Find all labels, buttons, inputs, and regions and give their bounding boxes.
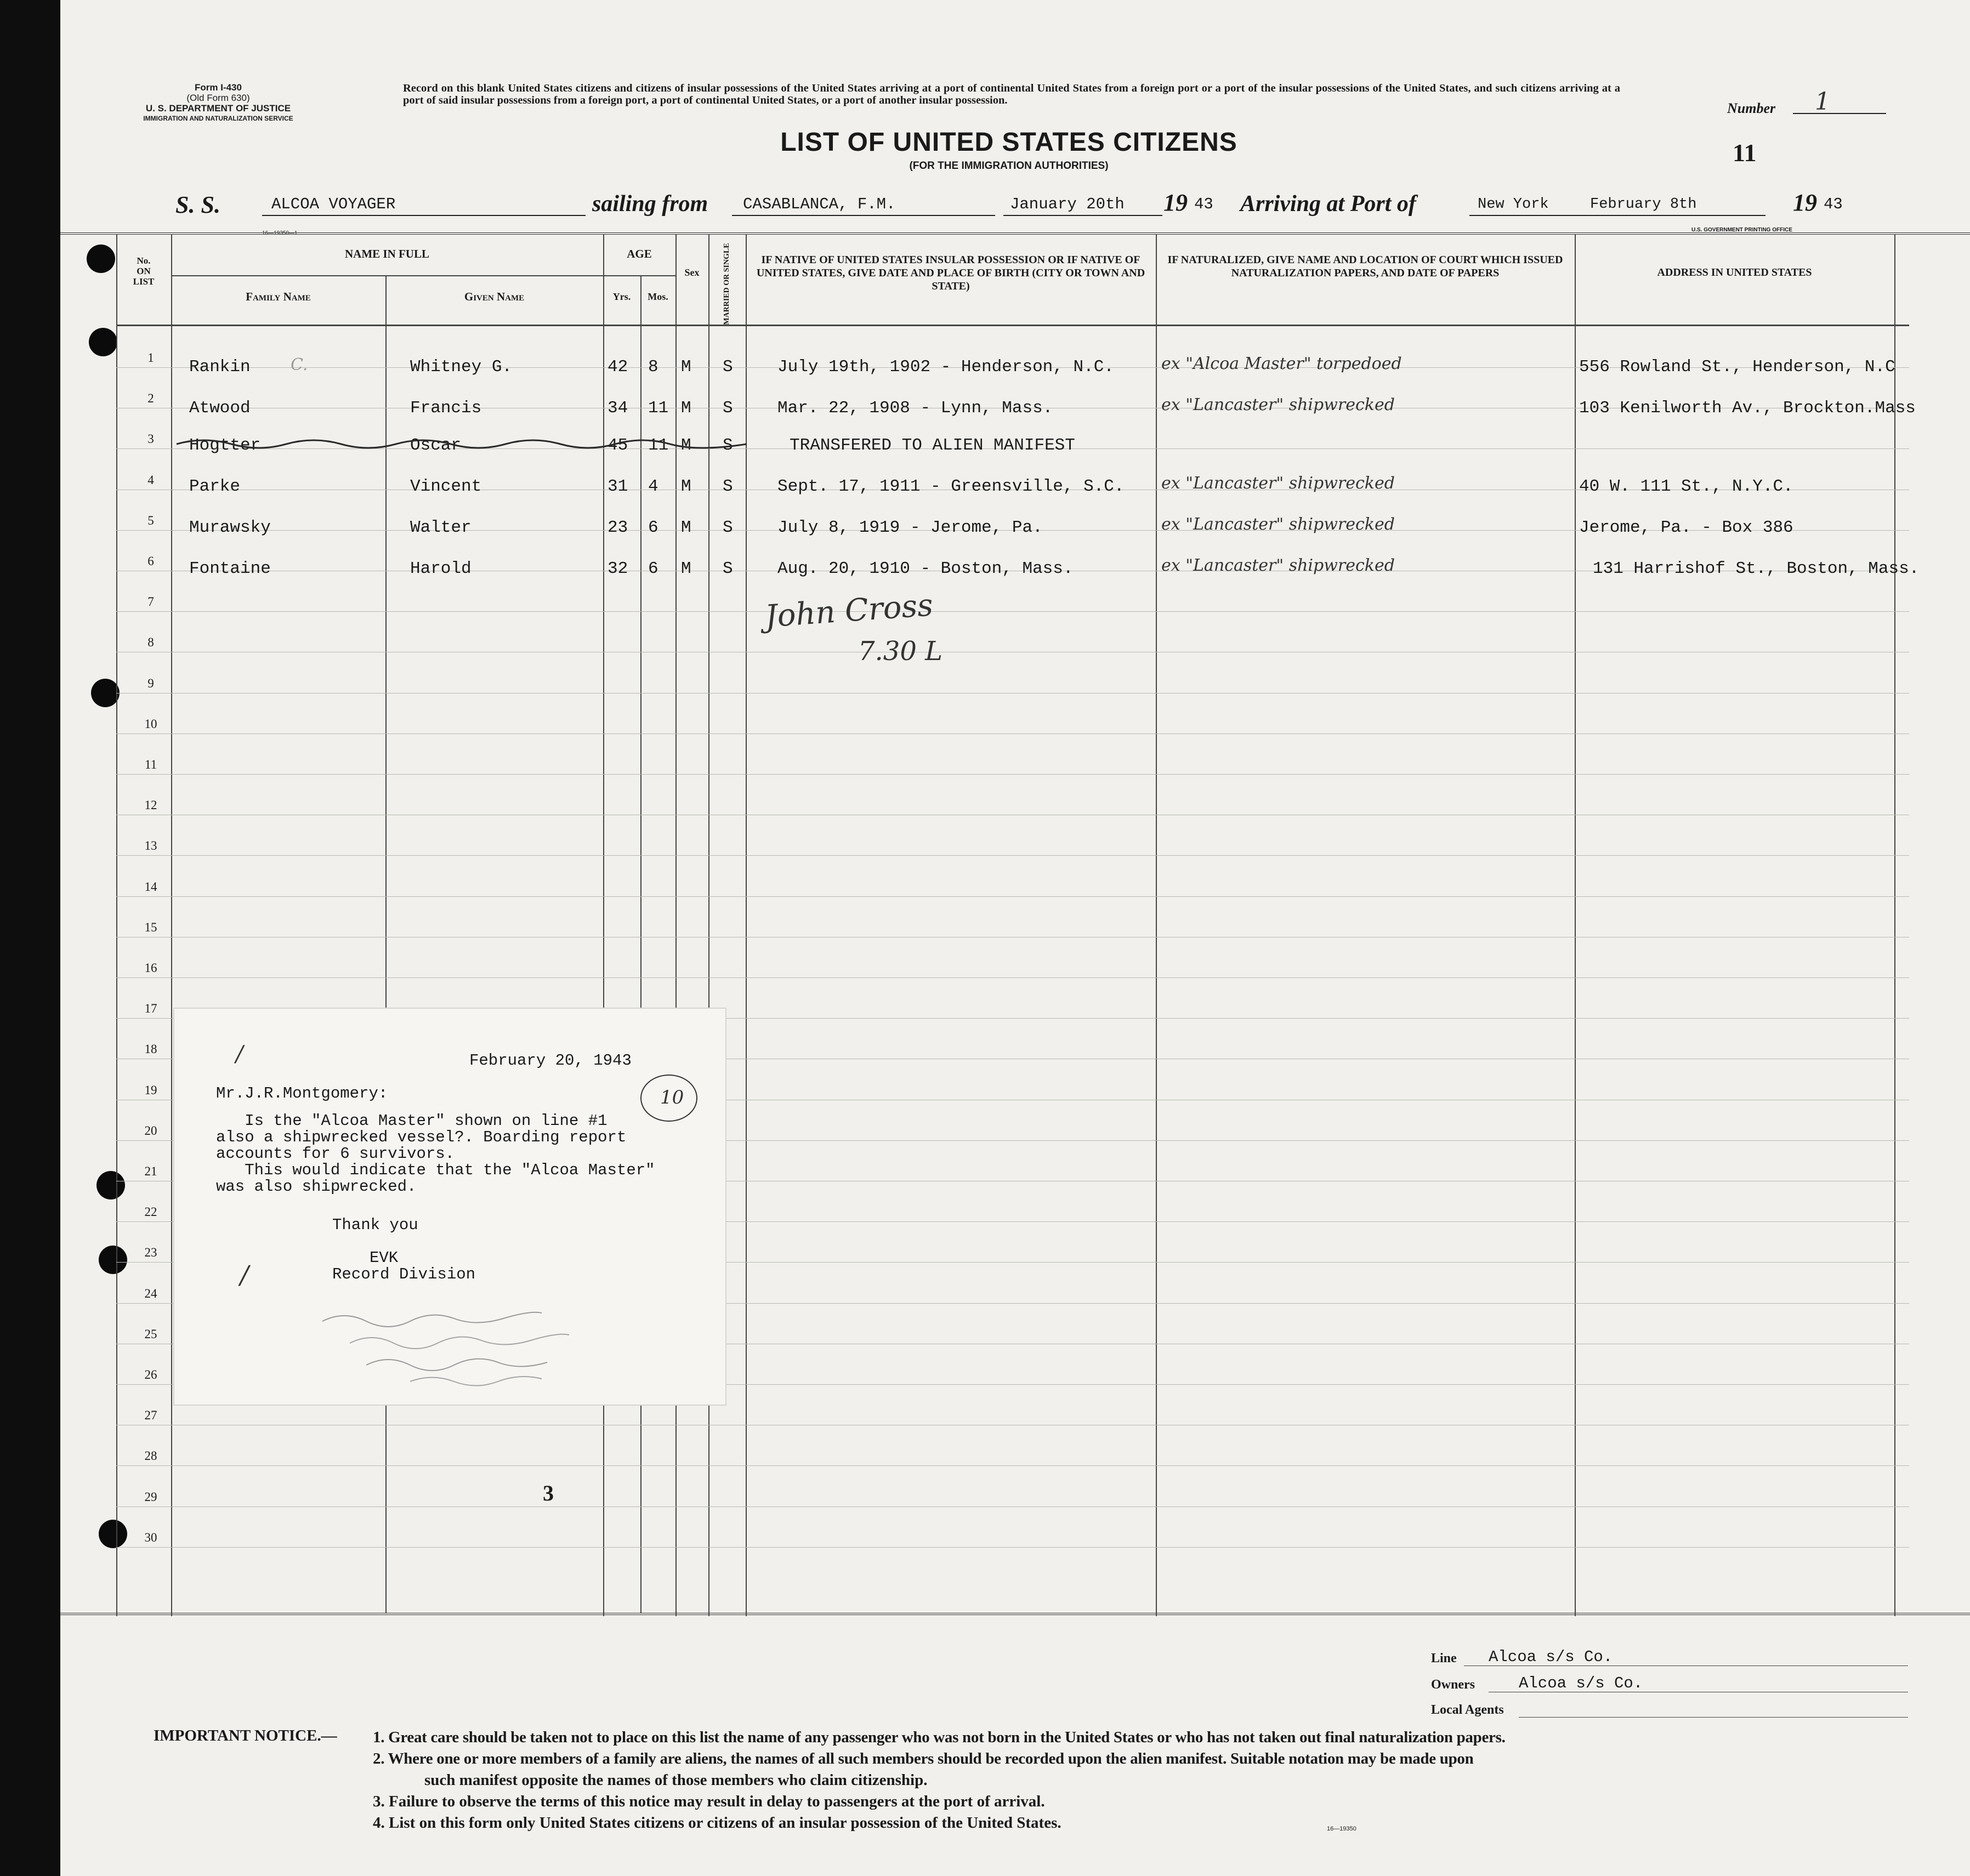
row-number: 25	[144, 1327, 157, 1341]
row-number: 20	[144, 1124, 157, 1138]
sail-date: January 20th	[1010, 195, 1125, 213]
header-name-in-full: NAME IN FULL	[344, 247, 429, 260]
form-title: LIST OF UNITED STATES CITIZENS	[780, 128, 1237, 157]
printing-office: U.S. GOVERNMENT PRINTING OFFICE	[1691, 227, 1792, 233]
table-top-rule	[60, 232, 1970, 235]
notice-item-4: 4. List on this form only United States citizens or citizens of an insular possession of the United States.	[373, 1814, 1061, 1832]
row-number: 30	[144, 1531, 157, 1544]
row-number: 19	[144, 1083, 157, 1097]
notice-item-1: 1. Great care should be taken not to place on this list the name of any passenger who was not born in the United States or who has not taken out final naturalization papers.	[373, 1729, 1506, 1746]
age-header-rule	[603, 275, 675, 276]
given-name: Oscar	[410, 436, 462, 455]
age-months: 8	[648, 357, 658, 377]
footer-code: 16—19350	[1327, 1826, 1356, 1832]
family-name: Murawsky	[189, 518, 271, 537]
sex: M	[681, 436, 691, 455]
row-number: 2	[147, 391, 154, 405]
row-number: 9	[147, 677, 154, 690]
punch-hole	[91, 679, 120, 707]
notice-item-2-cont: such manifest opposite the names of those members who claim citizenship.	[424, 1771, 928, 1789]
header-on: ON	[137, 266, 151, 276]
memo-line: also a shipwrecked vessel?. Boarding report	[216, 1128, 627, 1146]
age-months: 6	[648, 559, 658, 578]
number-underline	[1793, 113, 1886, 114]
row-number: 17	[144, 1002, 157, 1015]
memo-division: Record Division	[332, 1265, 476, 1283]
header-given-name: Given Name	[464, 290, 525, 303]
row-number: 12	[144, 798, 157, 812]
address: Jerome, Pa. - Box 386	[1579, 518, 1793, 537]
row-number: 27	[144, 1408, 157, 1422]
age-years: 31	[608, 477, 628, 496]
line-label: Line	[1431, 1651, 1457, 1665]
column-rule	[385, 275, 387, 1613]
marital-status: S	[723, 399, 733, 418]
row-number: 8	[147, 635, 154, 649]
arrival-underline	[1469, 215, 1765, 216]
family-name: Fontaine	[189, 559, 271, 578]
column-rule	[1156, 235, 1157, 1616]
birth-date-place: July 8, 1919 - Jerome, Pa.	[777, 518, 1043, 537]
age-years: 32	[608, 559, 628, 578]
header-family-name: Family Name	[246, 290, 311, 303]
memo-line: accounts for 6 survivors.	[216, 1145, 455, 1163]
row-number: 14	[144, 880, 157, 894]
marital-status: S	[723, 477, 733, 496]
department-name: U. S. DEPARTMENT OF JUSTICE	[145, 103, 291, 113]
memo-line: This would indicate that the "Alcoa Master"	[216, 1161, 655, 1179]
punch-hole	[96, 1171, 125, 1199]
address: 131 Harrishof St., Boston, Mass.	[1593, 559, 1920, 578]
from-port-underline	[732, 215, 995, 216]
birth-date-place: July 19th, 1902 - Henderson, N.C.	[777, 357, 1114, 377]
age-years: 42	[608, 357, 628, 377]
memo-line: Is the "Alcoa Master" shown on line #1	[216, 1112, 608, 1130]
column-rule	[1575, 235, 1576, 1616]
row-number: 1	[147, 351, 154, 365]
arrival-year-prefix: 19	[1793, 189, 1817, 216]
row-number: 3	[147, 432, 154, 446]
row-number: 23	[144, 1246, 157, 1259]
address: 103 Kenilworth Av., Brockton.Mass	[1579, 399, 1916, 418]
naturalization-note: ex "Lancaster" shipwrecked	[1161, 515, 1395, 534]
row-number: 28	[144, 1449, 157, 1463]
memo-closing: Thank you	[332, 1216, 418, 1234]
row-number: 5	[147, 514, 154, 527]
address: 40 W. 111 St., N.Y.C.	[1579, 477, 1793, 496]
header-married-or-single: MARRIED OR SINGLE	[723, 243, 731, 325]
sail-year-suffix: 43	[1194, 195, 1213, 213]
header-yrs: Yrs.	[612, 291, 631, 302]
owners-label: Owners	[1431, 1678, 1475, 1692]
birth-date-place: Aug. 20, 1910 - Boston, Mass.	[777, 559, 1074, 578]
row-number: 10	[144, 717, 157, 731]
form-number: Form I-430	[195, 82, 242, 93]
notice-items	[373, 1727, 1886, 1834]
attached-memo	[174, 1009, 725, 1405]
sex: M	[681, 399, 691, 418]
memo-initials: EVK	[370, 1249, 399, 1267]
sex: M	[681, 518, 691, 537]
old-form-number: (Old Form 630)	[186, 93, 250, 103]
header-list: LIST	[133, 276, 155, 287]
memo-pencil-mark: /	[240, 1260, 249, 1289]
record-notice: Record on this blank United States citizens and citizens of insular possessions of the United States arriving at a port of continental United States from a foreign port or a port of the insular possessions of the United States, and such citizens arriving at a port of said insular possessions from a foreign port, a port of continental United States, or a port of another insular possession.	[403, 82, 1620, 106]
given-name: Whitney G.	[410, 357, 513, 377]
agents-label: Local Agents	[1431, 1703, 1504, 1717]
row-rule	[116, 611, 1909, 612]
page-number: 3	[543, 1481, 554, 1505]
family-name: Rankin	[189, 357, 251, 377]
age-months: 6	[648, 518, 658, 537]
age-years: 45	[608, 436, 628, 455]
row-number: 18	[144, 1042, 157, 1056]
row-rule	[116, 896, 1909, 897]
strikethrough-line-3	[171, 433, 752, 455]
header-no-on-list	[116, 255, 171, 287]
sex: M	[681, 559, 691, 578]
sex: M	[681, 477, 691, 496]
sailing-label: sailing from	[592, 191, 708, 217]
row-rule	[116, 774, 1909, 775]
row-number: 6	[147, 554, 154, 568]
age-years: 34	[608, 399, 628, 418]
marital-status: S	[723, 436, 733, 455]
given-name: Walter	[410, 518, 472, 537]
header-sex: Sex	[684, 267, 700, 278]
given-name: Francis	[410, 399, 482, 418]
sex: M	[681, 357, 691, 377]
naturalization-note: ex "Lancaster" shipwrecked	[1161, 474, 1395, 493]
agents-underline	[1519, 1717, 1908, 1718]
row-rule	[116, 1547, 1909, 1548]
sail-year-prefix: 19	[1163, 189, 1188, 216]
marital-status: S	[723, 357, 733, 377]
row-number: 16	[144, 961, 157, 975]
row-number: 7	[147, 595, 154, 609]
row-number: 15	[144, 920, 157, 934]
naturalization-note: ex "Lancaster" shipwrecked	[1161, 556, 1395, 575]
age-months: 11	[648, 399, 669, 418]
age-months: 11	[648, 436, 669, 455]
memo-addressee: Mr.J.R.Montgomery:	[216, 1084, 388, 1102]
arrival-port: New York	[1478, 196, 1549, 213]
header-age: AGE	[627, 247, 652, 260]
row-number: 26	[144, 1368, 157, 1382]
given-name: Harold	[410, 559, 472, 578]
print-code: 16—19350—1	[262, 230, 298, 236]
line-underline	[1464, 1665, 1908, 1666]
arrival-date: February 8th	[1590, 196, 1697, 213]
arrival-year-suffix: 43	[1824, 195, 1843, 213]
memo-date: February 20, 1943	[469, 1051, 632, 1070]
memo-line: was also shipwrecked.	[216, 1178, 417, 1196]
row-rule	[116, 977, 1909, 978]
family-name-note: C.	[291, 355, 308, 374]
memo-circle-stamp	[640, 1075, 697, 1122]
ship-name: ALCOA VOYAGER	[271, 195, 396, 213]
memo-pencil-scribble	[317, 1299, 657, 1398]
row-rule	[116, 855, 1909, 856]
punch-hole	[89, 328, 117, 356]
table-bottom-rule	[60, 1613, 1970, 1615]
header-no: No.	[137, 255, 151, 266]
age-months: 4	[648, 477, 658, 496]
row-rule	[116, 1465, 1909, 1466]
family-name: Atwood	[189, 399, 251, 418]
from-port: CASABLANCA, F.M.	[743, 195, 896, 213]
column-rule	[116, 235, 117, 1616]
marital-status: S	[723, 518, 733, 537]
address: 556 Rowland St., Henderson, N.C	[1579, 357, 1895, 377]
sail-date-underline	[1003, 215, 1162, 216]
page-mark: 11	[1733, 139, 1757, 167]
row-number: 22	[144, 1205, 157, 1219]
memo-circle-mark: 10	[660, 1087, 684, 1108]
row-number: 11	[144, 758, 157, 771]
notice-item-2: 2. Where one or more members of a family are aliens, the names of all such members should be recorded upon the alien manifest. Suitable notation may be made upon	[373, 1750, 1474, 1767]
line-value: Alcoa s/s Co.	[1489, 1648, 1613, 1666]
number-value: 1	[1815, 88, 1830, 116]
ss-label: S. S.	[175, 191, 220, 218]
birth-date-place: Sept. 17, 1911 - Greensville, S.C.	[777, 477, 1125, 496]
number-label: Number	[1727, 100, 1776, 116]
header-mos: Mos.	[648, 291, 668, 302]
family-name: Hogtter	[189, 436, 261, 455]
row-number: 21	[144, 1164, 157, 1178]
column-rule	[1894, 235, 1895, 1616]
signature-note: 7.30 L	[858, 636, 943, 667]
marital-status: S	[723, 559, 733, 578]
notice-item-3: 3. Failure to observe the terms of this notice may result in delay to passengers at the port of arrival.	[373, 1793, 1045, 1810]
naturalization-note: ex "Alcoa Master" torpedoed	[1161, 354, 1402, 373]
row-number: 24	[144, 1287, 157, 1300]
column-rule	[640, 275, 641, 1613]
ship-underline	[262, 215, 586, 216]
signature: John Cross	[764, 587, 934, 635]
row-number: 29	[144, 1490, 157, 1504]
form-subtitle: (FOR THE IMMIGRATION AUTHORITIES)	[909, 160, 1109, 172]
row-number: 4	[147, 473, 154, 487]
naturalization-note: ex "Lancaster" shipwrecked	[1161, 395, 1395, 414]
header-naturalized: IF NATURALIZED, GIVE NAME AND LOCATION OF COURT WHICH ISSUED NATURALIZATION PAPERS, AND DATE OF PAPERS	[1167, 254, 1563, 279]
header-birth: IF NATIVE OF UNITED STATES INSULAR POSSESSION OR IF NATIVE OF UNITED STATES, GIVE DATE AND PLACE OF BIRTH (CITY OR TOWN AND STATE)	[756, 254, 1145, 292]
notice-heading: IMPORTANT NOTICE.—	[154, 1727, 337, 1744]
name-header-rule	[171, 275, 603, 276]
header-address: ADDRESS IN UNITED STATES	[1657, 266, 1812, 278]
age-years: 23	[608, 518, 628, 537]
department-block	[120, 82, 317, 124]
service-name: IMMIGRATION AND NATURALIZATION SERVICE	[143, 115, 293, 122]
given-name: Vincent	[410, 477, 482, 496]
birth-date-place: Mar. 22, 1908 - Lynn, Mass.	[777, 399, 1053, 418]
memo-tick-mark: /	[236, 1042, 243, 1067]
birth-date-place: TRANSFERED TO ALIEN MANIFEST	[790, 436, 1075, 455]
family-name: Parke	[189, 477, 241, 496]
row-number: 13	[144, 839, 157, 852]
arriving-label: Arriving at Port of	[1240, 191, 1416, 217]
owners-value: Alcoa s/s Co.	[1519, 1674, 1643, 1692]
punch-hole	[87, 245, 115, 273]
